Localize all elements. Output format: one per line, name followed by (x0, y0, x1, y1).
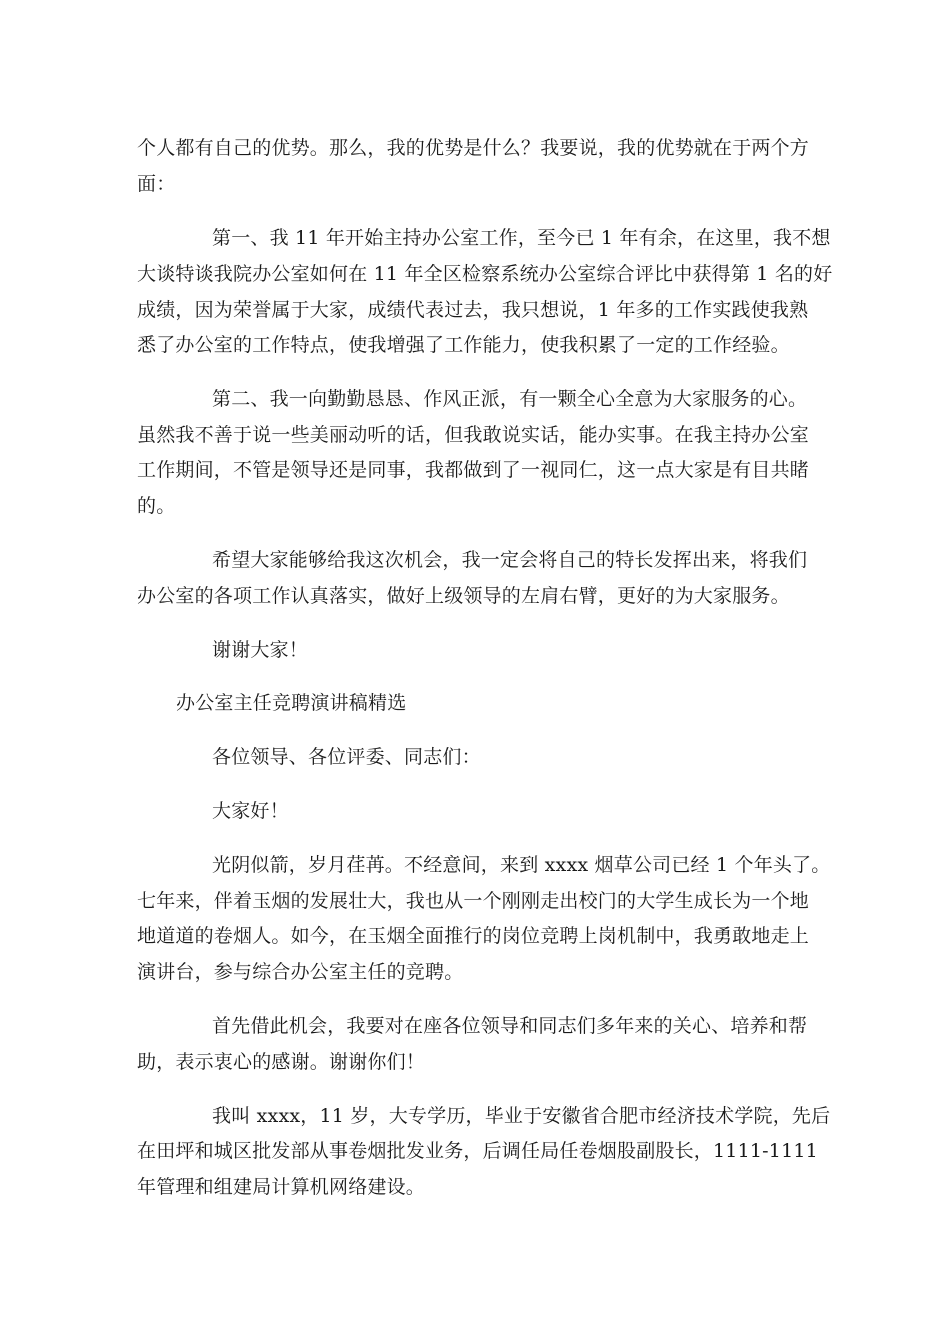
paragraph-line: 地道道的卷烟人。如今，在玉烟全面推行的岗位竞聘上岗机制中，我勇敢地走上 (137, 925, 810, 947)
paragraph-line: 首先借此机会，我要对在座各位领导和同志们多年来的关心、培养和帮 (212, 1015, 808, 1037)
greeting: 大家好！ (212, 800, 289, 822)
paragraph-line: 希望大家能够给我这次机会，我一定会将自己的特长发挥出来，将我们 (212, 549, 808, 571)
paragraph-line: 我叫 xxxx，11 岁，大专学历，毕业于安徽省合肥市经济技术学院，先后 (212, 1105, 831, 1127)
paragraph-line: 在田坪和城区批发部从事卷烟批发业务，后调任局任卷烟股副股长，1111-1111 (137, 1140, 818, 1162)
salutation: 各位领导、各位评委、同志们： (212, 746, 481, 768)
paragraph-line: 个人都有自己的优势。那么，我的优势是什么？我要说，我的优势就在于两个方 (137, 137, 810, 159)
paragraph-line: 虽然我不善于说一些美丽动听的话，但我敢说实话，能办实事。在我主持办公室 (137, 424, 810, 446)
paragraph-line: 办公室的各项工作认真落实，做好上级领导的左肩右臂，更好的为大家服务。 (137, 585, 790, 607)
paragraph-line: 助，表示衷心的感谢。谢谢你们！ (137, 1051, 426, 1073)
paragraph-line: 年管理和组建局计算机网络建设。 (137, 1176, 426, 1198)
paragraph-line: 谢谢大家！ (212, 639, 309, 661)
paragraph-line: 光阴似箭，岁月荏苒。不经意间，来到 xxxx 烟草公司已经 1 个年头了。 (212, 854, 831, 876)
section-title: 办公室主任竞聘演讲稿精选 (176, 692, 407, 714)
paragraph-line: 成绩，因为荣誉属于大家，成绩代表过去，我只想说，1 年多的工作实践使我熟 (137, 299, 809, 321)
paragraph-line: 工作期间，不管是领导还是同事，我都做到了一视同仁，这一点大家是有目共睹 (137, 459, 810, 481)
paragraph-line: 第二、我一向勤勤恳恳、作风正派，有一颗全心全意为大家服务的心。 (212, 388, 808, 410)
paragraph-line: 七年来，伴着玉烟的发展壮大，我也从一个刚刚走出校门的大学生成长为一个地 (137, 890, 810, 912)
paragraph-line: 第一、我 11 年开始主持办公室工作，至今已 1 年有余，在这里，我不想 (212, 227, 831, 249)
paragraph-line: 大谈特谈我院办公室如何在 11 年全区检察系统办公室综合评比中获得第 1 名的好 (137, 263, 833, 285)
paragraph-line: 悉了办公室的工作特点，使我增强了工作能力，使我积累了一定的工作经验。 (137, 334, 790, 356)
paragraph-line: 的。 (137, 495, 176, 517)
paragraph-line: 面： (137, 173, 176, 195)
paragraph-line: 演讲台，参与综合办公室主任的竞聘。 (137, 961, 464, 983)
